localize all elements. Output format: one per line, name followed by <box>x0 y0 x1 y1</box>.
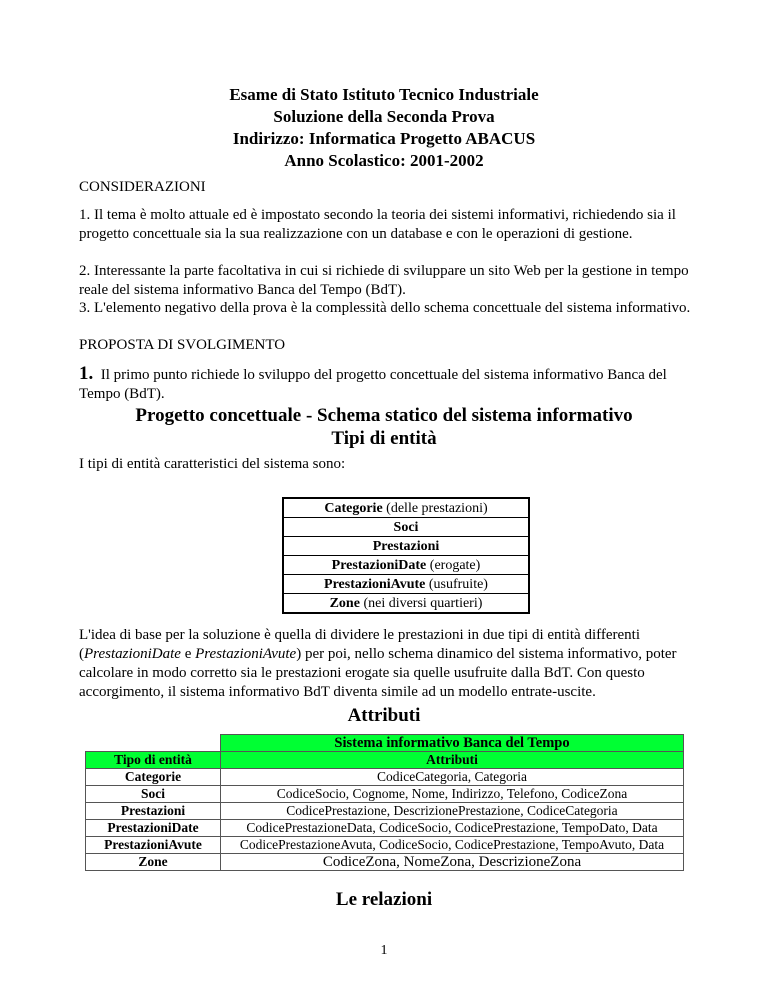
considerazioni-heading: CONSIDERAZIONI <box>79 179 206 195</box>
table-row: PrestazioniAvute CodicePrestazioneAvuta, CodiceSocio, CodicePrestazione, TempoAvuto, Data <box>86 837 684 854</box>
table-row: Soci CodiceSocio, Cognome, Nome, Indirizzo, Telefono, CodiceZona <box>86 786 684 803</box>
attributi-title: Attributi <box>347 705 421 726</box>
point-number: 1. <box>79 363 94 384</box>
table-row: Zone (nei diversi quartieri) <box>283 594 529 614</box>
section-subtitle: Tipi di entità <box>331 428 437 449</box>
table-row: PrestazioniAvute (usufruite) <box>283 575 529 594</box>
table-row: PrestazioniDate (erogate) <box>283 556 529 575</box>
proposta-p1-text: Il primo punto richiede lo sviluppo del progetto concettuale del sistema informativo Banca del Tempo (BdT). <box>79 367 667 402</box>
table-row: Prestazioni CodicePrestazione, DescrizionePrestazione, CodiceCategoria <box>86 803 684 820</box>
table-row <box>86 752 684 769</box>
table-row: Soci <box>283 518 529 537</box>
col-header-entity: Tipo di entità <box>86 752 221 769</box>
attributes-table-title: Sistema informativo Banca del Tempo <box>221 735 684 752</box>
page-number: 1 <box>380 943 388 958</box>
table-row <box>86 735 684 752</box>
proposta-p1 <box>79 364 699 404</box>
doc-title-line2: Soluzione della Seconda Prova <box>273 107 495 126</box>
table-row: PrestazioniDate CodicePrestazioneData, CodiceSocio, CodicePrestazione, TempoDato, Data <box>86 820 684 837</box>
considerazioni-p3: 3. L'elemento negativo della prova è la complessità dello schema concettuale del sistema informativo. <box>79 300 691 316</box>
doc-title-line4: Anno Scolastico: 2001-2002 <box>284 151 484 170</box>
table-row: Zone CodiceZona, NomeZona, DescrizioneZona <box>86 854 684 871</box>
entity-types-table <box>282 497 530 614</box>
proposta-heading: PROPOSTA DI SVOLGIMENTO <box>79 337 286 353</box>
table-row: Prestazioni <box>283 537 529 556</box>
doc-title-line1: Esame di Stato Istituto Tecnico Industriale <box>229 85 539 104</box>
attributes-table <box>85 734 684 871</box>
entities-intro: I tipi di entità caratteristici del sistema sono: <box>79 456 346 472</box>
idea-paragraph: L'idea di base per la soluzione è quella di dividere le prestazioni in due tipi di entità differenti (PrestazioniDate e PrestazioniAvute) per poi, nello schema dinamico del sistema informativo, poter calcolare in modo corretto sia le prestazioni erogate sia quelle usufruite dalla BdT. Con questo accorgimento, il sistema informativo BdT diventa simile ad un modello entrate-uscite. <box>79 627 677 700</box>
relazioni-title: Le relazioni <box>335 889 433 910</box>
section-title: Progetto concettuale - Schema statico del sistema informativo <box>135 405 633 426</box>
doc-title-line3: Indirizzo: Informatica Progetto ABACUS <box>232 129 536 148</box>
considerazioni-p2: 2. Interessante la parte facoltativa in cui si richiede di sviluppare un sito Web per la gestione in tempo reale del sistema informativo Banca del Tempo (BdT). <box>79 263 689 298</box>
considerazioni-p1: 1. Il tema è molto attuale ed è impostato secondo la teoria dei sistemi informativi, richiedendo sia il progetto concettuale sia la sua realizzazione con un database e con le operazioni di gestione. <box>79 207 676 242</box>
col-header-attributes: Attributi <box>221 752 684 769</box>
table-row: Categorie CodiceCategoria, Categoria <box>86 769 684 786</box>
table-row: Categorie (delle prestazioni) <box>283 498 529 518</box>
